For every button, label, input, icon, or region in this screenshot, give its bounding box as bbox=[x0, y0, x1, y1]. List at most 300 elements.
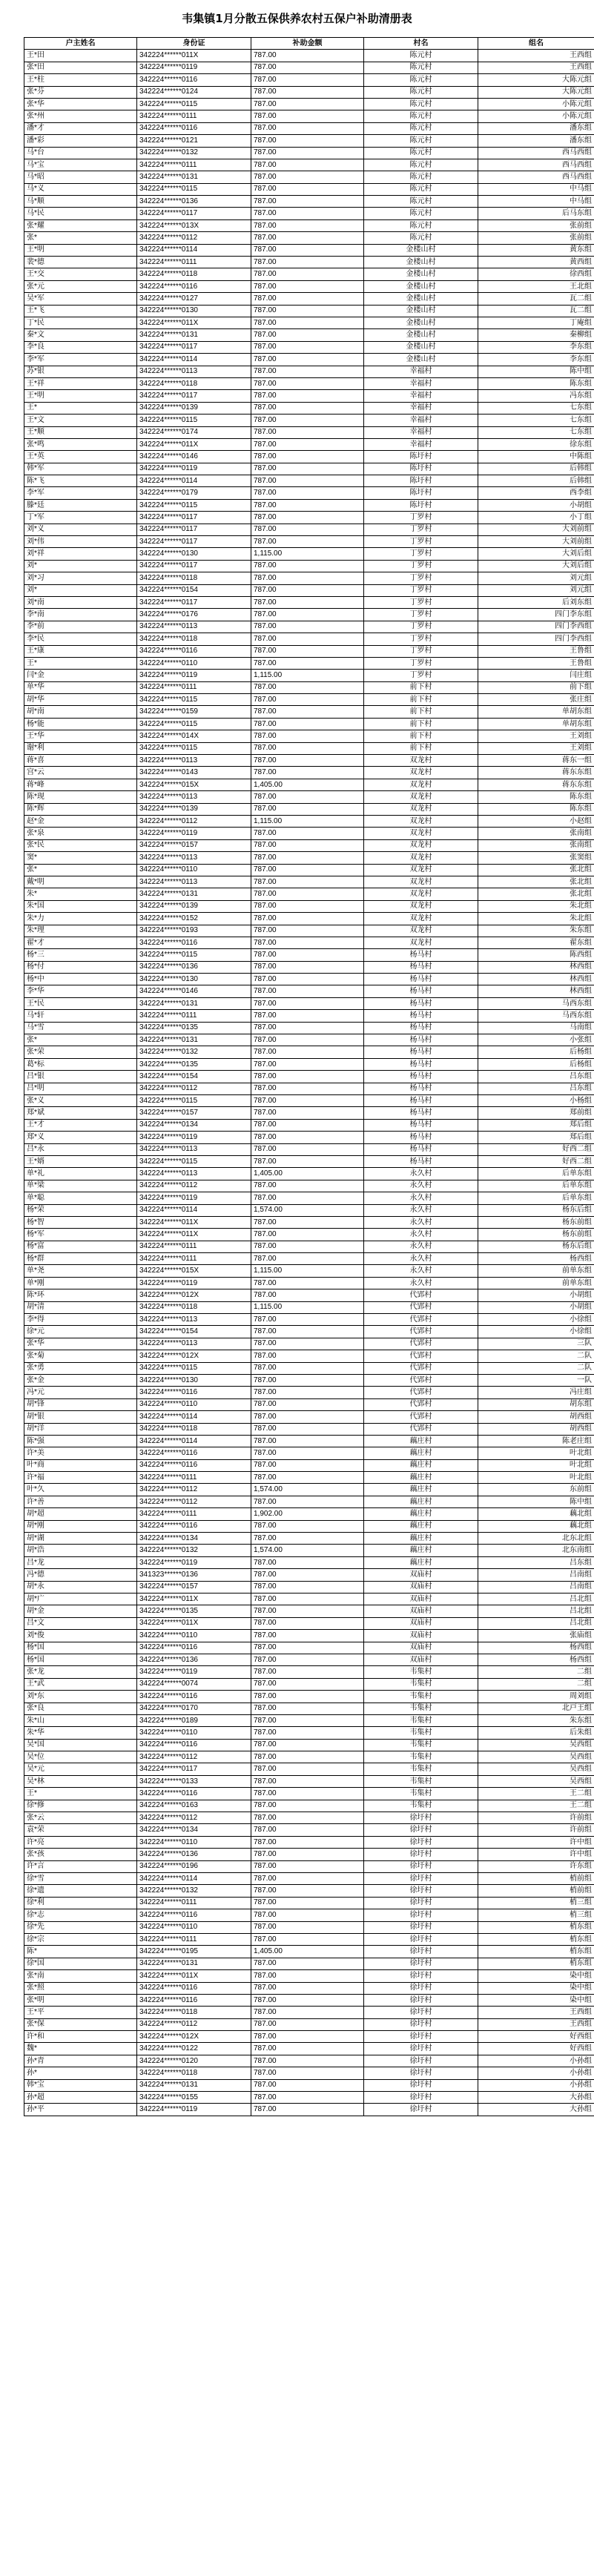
cell-id-number: 342224******0133 bbox=[137, 1775, 251, 1787]
cell-amount: 787.00 bbox=[251, 305, 364, 317]
cell-group: 王刘组 bbox=[478, 730, 594, 742]
cell-householder: 刘*南 bbox=[24, 596, 137, 608]
cell-village: 金楼山村 bbox=[364, 341, 478, 353]
cell-householder: 马*义 bbox=[24, 183, 137, 195]
cell-group: 吕北组 bbox=[478, 1594, 594, 1605]
cell-householder: 刘*俊 bbox=[24, 1630, 137, 1642]
cell-householder: 蒋*峰 bbox=[24, 779, 137, 790]
cell-village: 丁罗村 bbox=[364, 596, 478, 608]
cell-id-number: 342224******0135 bbox=[137, 1058, 251, 1070]
table-row bbox=[24, 1812, 594, 1824]
cell-amount: 787.00 bbox=[251, 159, 364, 171]
cell-village: 双龙村 bbox=[364, 803, 478, 815]
cell-village: 藕庄村 bbox=[364, 1496, 478, 1507]
cell-group: 前单东组 bbox=[478, 1277, 594, 1289]
cell-id-number: 342224******0116 bbox=[137, 122, 251, 134]
table-row bbox=[24, 937, 594, 948]
cell-group: 单胡东组 bbox=[478, 718, 594, 730]
cell-village: 徐圩村 bbox=[364, 1824, 478, 1836]
cell-amount: 787.00 bbox=[251, 98, 364, 110]
table-row bbox=[24, 1982, 594, 1994]
cell-amount: 787.00 bbox=[251, 1277, 364, 1289]
cell-village: 徐圩村 bbox=[364, 1946, 478, 1958]
cell-village: 杨马村 bbox=[364, 997, 478, 1009]
cell-householder: 胡*浩 bbox=[24, 1545, 137, 1556]
cell-amount: 787.00 bbox=[251, 329, 364, 341]
cell-householder: 闫*金 bbox=[24, 670, 137, 681]
cell-group: 吕北组 bbox=[478, 1605, 594, 1617]
cell-group: 张南组 bbox=[478, 839, 594, 851]
cell-amount: 787.00 bbox=[251, 633, 364, 645]
cell-id-number: 342224******0110 bbox=[137, 1630, 251, 1642]
table-row bbox=[24, 1508, 594, 1520]
cell-group: 中陈组 bbox=[478, 451, 594, 463]
cell-amount: 787.00 bbox=[251, 390, 364, 402]
cell-id-number: 342224******011X bbox=[137, 1594, 251, 1605]
cell-amount: 787.00 bbox=[251, 1800, 364, 1812]
cell-amount: 787.00 bbox=[251, 1933, 364, 1945]
table-row bbox=[24, 1581, 594, 1593]
table-row bbox=[24, 1970, 594, 1982]
cell-amount: 787.00 bbox=[251, 997, 364, 1009]
cell-amount: 787.00 bbox=[251, 2031, 364, 2043]
cell-village: 代郢村 bbox=[364, 1301, 478, 1313]
table-row bbox=[24, 1727, 594, 1739]
cell-group: 四门李东组 bbox=[478, 609, 594, 621]
cell-id-number: 342224******0115 bbox=[137, 499, 251, 511]
cell-village: 前下村 bbox=[364, 694, 478, 706]
cell-group: 胡西组 bbox=[478, 1423, 594, 1435]
cell-id-number: 342224******0116 bbox=[137, 1520, 251, 1532]
cell-householder: 杨*富 bbox=[24, 1241, 137, 1252]
table-row bbox=[24, 366, 594, 377]
table-row bbox=[24, 1058, 594, 1070]
cell-village: 徐圩村 bbox=[364, 1909, 478, 1921]
cell-group: 杨东后组 bbox=[478, 1241, 594, 1252]
cell-village: 徐圩村 bbox=[364, 2031, 478, 2043]
cell-id-number: 342224******0136 bbox=[137, 961, 251, 973]
cell-householder: 杨*荣 bbox=[24, 1204, 137, 1216]
cell-id-number: 342224******0116 bbox=[137, 645, 251, 657]
cell-group: 陈中组 bbox=[478, 1496, 594, 1507]
cell-id-number: 342224******0136 bbox=[137, 196, 251, 208]
cell-village: 徐圩村 bbox=[364, 1897, 478, 1909]
cell-group: 梢东组 bbox=[478, 1921, 594, 1933]
cell-amount: 787.00 bbox=[251, 1788, 364, 1800]
cell-village: 金楼山村 bbox=[364, 354, 478, 366]
cell-id-number: 342224******0113 bbox=[137, 366, 251, 377]
cell-group: 李东组 bbox=[478, 354, 594, 366]
table-row bbox=[24, 1666, 594, 1678]
cell-group: 张北组 bbox=[478, 864, 594, 876]
cell-amount: 787.00 bbox=[251, 560, 364, 572]
cell-id-number: 342224******011X bbox=[137, 50, 251, 62]
cell-group: 大刘后组 bbox=[478, 548, 594, 560]
cell-id-number: 342224******0163 bbox=[137, 1800, 251, 1812]
cell-id-number: 342224******0132 bbox=[137, 147, 251, 159]
cell-village: 藕庄村 bbox=[364, 1520, 478, 1532]
cell-group: 陈东组 bbox=[478, 803, 594, 815]
cell-village: 韦集村 bbox=[364, 1775, 478, 1787]
cell-amount: 787.00 bbox=[251, 232, 364, 244]
cell-id-number: 342224******013X bbox=[137, 219, 251, 231]
cell-amount: 787.00 bbox=[251, 426, 364, 438]
cell-amount: 787.00 bbox=[251, 596, 364, 608]
cell-village: 韦集村 bbox=[364, 1727, 478, 1739]
cell-group: 杨西组 bbox=[478, 1654, 594, 1665]
cell-village: 双龙村 bbox=[364, 925, 478, 937]
cell-village: 丁罗村 bbox=[364, 645, 478, 657]
cell-amount: 1,115.00 bbox=[251, 1265, 364, 1277]
table-row bbox=[24, 584, 594, 596]
cell-id-number: 342224******0193 bbox=[137, 925, 251, 937]
cell-householder: 王* bbox=[24, 402, 137, 414]
cell-group: 小胡组 bbox=[478, 1289, 594, 1301]
cell-amount: 787.00 bbox=[251, 1435, 364, 1447]
table-row bbox=[24, 2018, 594, 2030]
cell-amount: 787.00 bbox=[251, 1982, 364, 1994]
table-row bbox=[24, 1107, 594, 1119]
header-householder: 户主姓名 bbox=[24, 38, 137, 50]
table-row bbox=[24, 1277, 594, 1289]
cell-amount: 787.00 bbox=[251, 1909, 364, 1921]
cell-amount: 787.00 bbox=[251, 1824, 364, 1836]
cell-id-number: 342224******0112 bbox=[137, 816, 251, 828]
cell-householder: 马*宝 bbox=[24, 159, 137, 171]
cell-village: 双龙村 bbox=[364, 791, 478, 803]
cell-group: 二队 bbox=[478, 1362, 594, 1374]
table-row bbox=[24, 1411, 594, 1423]
table-row bbox=[24, 1994, 594, 2006]
cell-id-number: 342224******0119 bbox=[137, 670, 251, 681]
cell-group: 北戸王组 bbox=[478, 1703, 594, 1714]
cell-id-number: 342224******0155 bbox=[137, 2092, 251, 2104]
cell-householder: 徐*国 bbox=[24, 1958, 137, 1969]
cell-village: 金楼山村 bbox=[364, 305, 478, 317]
cell-householder: 刘*义 bbox=[24, 524, 137, 535]
cell-village: 金楼山村 bbox=[364, 293, 478, 305]
cell-amount: 787.00 bbox=[251, 645, 364, 657]
cell-householder: 孙*超 bbox=[24, 2092, 137, 2104]
cell-id-number: 342224******0115 bbox=[137, 415, 251, 426]
cell-id-number: 342224******0114 bbox=[137, 1204, 251, 1216]
table-header-row bbox=[24, 38, 594, 50]
cell-amount: 787.00 bbox=[251, 1083, 364, 1094]
cell-village: 丁罗村 bbox=[364, 584, 478, 596]
cell-group: 染中组 bbox=[478, 1994, 594, 2006]
cell-group: 梢东组 bbox=[478, 1933, 594, 1945]
cell-group: 东前组 bbox=[478, 1484, 594, 1496]
cell-householder: 单*聪 bbox=[24, 1192, 137, 1204]
cell-householder: 张*保 bbox=[24, 2018, 137, 2030]
table-row bbox=[24, 98, 594, 110]
cell-householder: 胡*银 bbox=[24, 1411, 137, 1423]
cell-amount: 787.00 bbox=[251, 1703, 364, 1714]
cell-group: 小张组 bbox=[478, 1034, 594, 1046]
cell-householder: 徐*遗 bbox=[24, 1885, 137, 1897]
cell-village: 代郢村 bbox=[364, 1411, 478, 1423]
cell-village: 永久村 bbox=[364, 1229, 478, 1241]
cell-householder: 朱* bbox=[24, 888, 137, 900]
cell-householder: 朱*力 bbox=[24, 913, 137, 925]
cell-amount: 787.00 bbox=[251, 74, 364, 86]
cell-id-number: 342224******0112 bbox=[137, 2018, 251, 2030]
cell-amount: 787.00 bbox=[251, 122, 364, 134]
cell-amount: 787.00 bbox=[251, 1022, 364, 1034]
cell-householder: 吴*国 bbox=[24, 1739, 137, 1751]
cell-id-number: 342224******0118 bbox=[137, 1301, 251, 1313]
cell-group: 二组 bbox=[478, 1666, 594, 1678]
cell-householder: 李*民 bbox=[24, 633, 137, 645]
cell-householder: 胡*洋 bbox=[24, 1423, 137, 1435]
cell-amount: 787.00 bbox=[251, 1496, 364, 1507]
cell-id-number: 342224******0116 bbox=[137, 1459, 251, 1471]
table-row bbox=[24, 1459, 594, 1471]
cell-group: 后韩组 bbox=[478, 475, 594, 487]
table-row bbox=[24, 1241, 594, 1252]
cell-amount: 787.00 bbox=[251, 1594, 364, 1605]
cell-village: 幸福村 bbox=[364, 415, 478, 426]
cell-group: 大孙组 bbox=[478, 2092, 594, 2104]
table-row bbox=[24, 305, 594, 317]
cell-village: 双龙村 bbox=[364, 779, 478, 790]
cell-village: 陈圩村 bbox=[364, 475, 478, 487]
cell-id-number: 342224******0132 bbox=[137, 1046, 251, 1058]
cell-amount: 787.00 bbox=[251, 876, 364, 888]
cell-group: 好西组 bbox=[478, 2031, 594, 2043]
cell-id-number: 342224******0124 bbox=[137, 86, 251, 98]
cell-village: 韦集村 bbox=[364, 1739, 478, 1751]
cell-amount: 787.00 bbox=[251, 1241, 364, 1252]
table-row bbox=[24, 596, 594, 608]
cell-group: 马西东组 bbox=[478, 1010, 594, 1022]
cell-group: 王二组 bbox=[478, 1788, 594, 1800]
cell-id-number: 342224******0131 bbox=[137, 329, 251, 341]
cell-householder: 杨*三 bbox=[24, 949, 137, 961]
cell-amount: 787.00 bbox=[251, 1350, 364, 1362]
cell-householder: 胡*金 bbox=[24, 1605, 137, 1617]
cell-group: 杨西组 bbox=[478, 1642, 594, 1654]
cell-householder: 王*交 bbox=[24, 268, 137, 280]
cell-householder: 吴*元 bbox=[24, 1763, 137, 1775]
cell-householder: 孙* bbox=[24, 2067, 137, 2079]
cell-id-number: 342224******0110 bbox=[137, 1727, 251, 1739]
cell-householder: 张*义 bbox=[24, 1094, 137, 1106]
cell-amount: 1,574.00 bbox=[251, 1484, 364, 1496]
cell-village: 杨马村 bbox=[364, 1034, 478, 1046]
cell-id-number: 342224******0116 bbox=[137, 74, 251, 86]
cell-householder: 王*康 bbox=[24, 645, 137, 657]
table-row bbox=[24, 1083, 594, 1094]
cell-amount: 1,115.00 bbox=[251, 1301, 364, 1313]
cell-group: 瓦二组 bbox=[478, 293, 594, 305]
cell-id-number: 342224******015X bbox=[137, 1265, 251, 1277]
cell-village: 双龙村 bbox=[364, 816, 478, 828]
cell-householder: 郑*义 bbox=[24, 1132, 137, 1143]
header-amount: 补助金额 bbox=[251, 38, 364, 50]
table-row bbox=[24, 1800, 594, 1812]
table-row bbox=[24, 159, 594, 171]
cell-id-number: 342224******0115 bbox=[137, 718, 251, 730]
cell-householder: 刘* bbox=[24, 584, 137, 596]
cell-id-number: 342224******0110 bbox=[137, 1836, 251, 1848]
table-row bbox=[24, 2055, 594, 2067]
cell-amount: 787.00 bbox=[251, 1326, 364, 1338]
cell-amount: 787.00 bbox=[251, 499, 364, 511]
cell-group: 二队 bbox=[478, 1350, 594, 1362]
cell-id-number: 342224******0111 bbox=[137, 110, 251, 122]
cell-id-number: 342224******0134 bbox=[137, 1533, 251, 1545]
cell-id-number: 342224******0154 bbox=[137, 1326, 251, 1338]
cell-id-number: 342224******014X bbox=[137, 730, 251, 742]
cell-id-number: 342224******0115 bbox=[137, 183, 251, 195]
cell-householder: 秦*文 bbox=[24, 329, 137, 341]
cell-village: 韦集村 bbox=[364, 1763, 478, 1775]
cell-householder: 张*良 bbox=[24, 1703, 137, 1714]
cell-amount: 787.00 bbox=[251, 1654, 364, 1665]
cell-householder: 王*柱 bbox=[24, 74, 137, 86]
cell-householder: 丁*军 bbox=[24, 512, 137, 524]
cell-id-number: 342224******0135 bbox=[137, 1022, 251, 1034]
cell-group: 小陈元组 bbox=[478, 98, 594, 110]
cell-village: 丁罗村 bbox=[364, 621, 478, 633]
cell-village: 徐圩村 bbox=[364, 2079, 478, 2091]
cell-group: 王西组 bbox=[478, 2018, 594, 2030]
cell-group: 冯庄组 bbox=[478, 1387, 594, 1398]
table-row bbox=[24, 828, 594, 839]
cell-id-number: 342224******0074 bbox=[137, 1678, 251, 1690]
cell-village: 永久村 bbox=[364, 1277, 478, 1289]
cell-amount: 787.00 bbox=[251, 1897, 364, 1909]
table-row bbox=[24, 135, 594, 147]
cell-village: 杨马村 bbox=[364, 1046, 478, 1058]
cell-id-number: 342224******0135 bbox=[137, 1605, 251, 1617]
table-row bbox=[24, 1617, 594, 1629]
table-row bbox=[24, 997, 594, 1009]
cell-village: 双龙村 bbox=[364, 839, 478, 851]
cell-amount: 787.00 bbox=[251, 803, 364, 815]
cell-village: 前下村 bbox=[364, 730, 478, 742]
cell-group: 杨东后组 bbox=[478, 1204, 594, 1216]
cell-amount: 787.00 bbox=[251, 524, 364, 535]
cell-householder: 李*得 bbox=[24, 1314, 137, 1326]
table-row bbox=[24, 1860, 594, 1872]
cell-id-number: 342224******0131 bbox=[137, 171, 251, 183]
cell-id-number: 342224******0117 bbox=[137, 524, 251, 535]
cell-amount: 787.00 bbox=[251, 1763, 364, 1775]
cell-village: 韦集村 bbox=[364, 1751, 478, 1763]
cell-amount: 787.00 bbox=[251, 415, 364, 426]
cell-village: 金楼山村 bbox=[364, 329, 478, 341]
cell-householder: 苏*银 bbox=[24, 366, 137, 377]
table-row bbox=[24, 147, 594, 159]
cell-householder: 赵*金 bbox=[24, 816, 137, 828]
cell-village: 双庙村 bbox=[364, 1605, 478, 1617]
table-row bbox=[24, 1933, 594, 1945]
table-row bbox=[24, 742, 594, 754]
table-row bbox=[24, 1824, 594, 1836]
cell-householder: 许*言 bbox=[24, 1860, 137, 1872]
cell-group: 吕南组 bbox=[478, 1569, 594, 1581]
cell-id-number: 342224******0117 bbox=[137, 390, 251, 402]
cell-group: 七东组 bbox=[478, 402, 594, 414]
cell-village: 双龙村 bbox=[364, 864, 478, 876]
cell-householder: 吴*林 bbox=[24, 1775, 137, 1787]
cell-id-number: 342224******0112 bbox=[137, 232, 251, 244]
cell-village: 幸福村 bbox=[364, 426, 478, 438]
table-row bbox=[24, 1775, 594, 1787]
cell-amount: 787.00 bbox=[251, 1885, 364, 1897]
table-row bbox=[24, 572, 594, 584]
table-row bbox=[24, 1836, 594, 1848]
cell-amount: 787.00 bbox=[251, 1216, 364, 1228]
header-id-number: 身份证 bbox=[137, 38, 251, 50]
cell-id-number: 342224******0115 bbox=[137, 742, 251, 754]
cell-id-number: 342224******0116 bbox=[137, 1691, 251, 1703]
cell-amount: 787.00 bbox=[251, 1362, 364, 1374]
table-row bbox=[24, 1885, 594, 1897]
cell-group: 陈中组 bbox=[478, 366, 594, 377]
cell-id-number: 342224******0130 bbox=[137, 1374, 251, 1386]
cell-village: 幸福村 bbox=[364, 366, 478, 377]
cell-householder: 单*礼 bbox=[24, 1168, 137, 1180]
cell-village: 陈圩村 bbox=[364, 451, 478, 463]
cell-householder: 韩*宝 bbox=[24, 2079, 137, 2091]
cell-village: 杨马村 bbox=[364, 949, 478, 961]
table-row bbox=[24, 329, 594, 341]
table-row bbox=[24, 548, 594, 560]
cell-amount: 787.00 bbox=[251, 1533, 364, 1545]
cell-group: 周刘组 bbox=[478, 1691, 594, 1703]
cell-householder: 刘*东 bbox=[24, 1691, 137, 1703]
cell-amount: 787.00 bbox=[251, 1132, 364, 1143]
cell-group: 后单东组 bbox=[478, 1180, 594, 1192]
cell-group: 后刘东组 bbox=[478, 596, 594, 608]
cell-amount: 787.00 bbox=[251, 1970, 364, 1982]
cell-group: 吴西组 bbox=[478, 1739, 594, 1751]
cell-village: 代郢村 bbox=[364, 1326, 478, 1338]
cell-householder: 陈*环 bbox=[24, 1289, 137, 1301]
table-row bbox=[24, 681, 594, 693]
cell-householder: 王*文 bbox=[24, 415, 137, 426]
cell-group: 王西组 bbox=[478, 2007, 594, 2018]
cell-group: 小胡组 bbox=[478, 1301, 594, 1313]
cell-id-number: 342224******0112 bbox=[137, 1484, 251, 1496]
table-row bbox=[24, 974, 594, 985]
cell-householder: 张*泉 bbox=[24, 828, 137, 839]
cell-householder: 吴*位 bbox=[24, 1751, 137, 1763]
table-row bbox=[24, 949, 594, 961]
table-row bbox=[24, 74, 594, 86]
cell-householder: 刘*伟 bbox=[24, 536, 137, 548]
cell-householder: 张*南 bbox=[24, 1970, 137, 1982]
cell-village: 藕庄村 bbox=[364, 1435, 478, 1447]
cell-id-number: 342224******0118 bbox=[137, 2007, 251, 2018]
cell-group: 叶北组 bbox=[478, 1447, 594, 1459]
cell-id-number: 342224******0154 bbox=[137, 584, 251, 596]
cell-amount: 787.00 bbox=[251, 1071, 364, 1083]
cell-group: 小杨组 bbox=[478, 1094, 594, 1106]
table-row bbox=[24, 1520, 594, 1532]
cell-id-number: 342224******0110 bbox=[137, 1921, 251, 1933]
cell-id-number: 342224******0113 bbox=[137, 1338, 251, 1350]
cell-village: 徐圩村 bbox=[364, 2018, 478, 2030]
cell-householder: 王*飞 bbox=[24, 305, 137, 317]
table-row bbox=[24, 1605, 594, 1617]
cell-village: 双龙村 bbox=[364, 852, 478, 864]
cell-householder: 张*菊 bbox=[24, 1350, 137, 1362]
cell-id-number: 342224******0114 bbox=[137, 1411, 251, 1423]
